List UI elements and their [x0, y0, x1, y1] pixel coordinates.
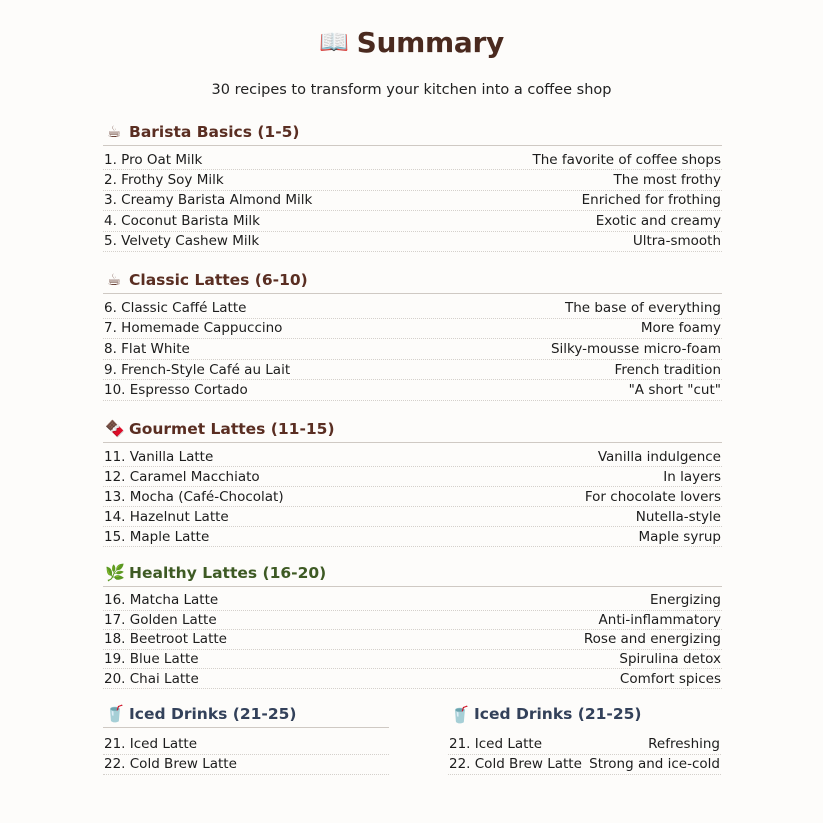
recipe-name: 10. Espresso Cortado	[104, 382, 248, 399]
section-title: Classic Lattes (6-10)	[129, 270, 308, 289]
list-item	[103, 755, 389, 776]
list-item	[103, 447, 722, 467]
iced-drink-icon: 🥤	[450, 704, 470, 724]
chocolate-bar-icon: 🍫	[105, 419, 125, 438]
recipe-name: 4. Coconut Barista Milk	[104, 212, 260, 229]
section-classic-lattes	[103, 266, 722, 401]
recipe-desc: More foamy	[640, 320, 721, 337]
recipe-desc: Nutella-style	[635, 508, 721, 525]
section-header	[103, 118, 722, 146]
herb-leaf-icon: 🌿	[105, 563, 125, 582]
list-item	[103, 339, 722, 360]
recipe-desc: Exotic and creamy	[595, 212, 721, 229]
recipe-name: 21. Iced Latte	[104, 735, 198, 752]
list-item	[103, 467, 722, 487]
section-header	[448, 700, 721, 728]
recipe-name: 18. Beetroot Latte	[104, 631, 227, 648]
page-title-text: Summary	[356, 26, 504, 59]
recipe-desc: Spirulina detox	[619, 651, 721, 668]
recipe-name: 7. Homemade Cappuccino	[104, 320, 283, 337]
section-title: Iced Drinks (21-25)	[474, 705, 642, 723]
recipe-name: 19. Blue Latte	[104, 651, 199, 668]
section-header	[103, 266, 722, 294]
section-iced-drinks-right	[448, 700, 721, 775]
section-healthy-lattes	[103, 559, 722, 689]
recipe-desc: French tradition	[614, 361, 721, 378]
recipe-desc: The base of everything	[564, 299, 721, 316]
section-header	[103, 559, 722, 587]
section-title: Gourmet Lattes (11-15)	[129, 419, 335, 438]
recipe-desc: In layers	[663, 468, 721, 485]
section-title: Iced Drinks (21-25)	[129, 704, 297, 723]
list-item	[103, 611, 722, 631]
recipe-desc: Enriched for frothing	[581, 192, 721, 209]
list-item	[103, 319, 722, 340]
recipe-name: 9. French-Style Café au Lait	[104, 361, 291, 378]
section-barista-basics	[103, 118, 722, 252]
recipe-desc: Ultra-smooth	[632, 233, 721, 250]
recipe-desc: Vanilla indulgence	[597, 448, 721, 465]
recipe-name: 8. Flat White	[104, 340, 190, 357]
list-item	[103, 487, 722, 507]
recipe-name: 20. Chai Latte	[104, 670, 199, 687]
recipe-desc: "A short "cut"	[628, 382, 721, 399]
list-item	[103, 650, 722, 670]
open-book-icon: 📖	[319, 28, 349, 56]
list-item	[103, 507, 722, 527]
list-item	[103, 150, 722, 170]
iced-drink-icon: 🥤	[105, 704, 125, 723]
section-gourmet-lattes	[103, 415, 722, 547]
recipe-desc: For chocolate lovers	[584, 488, 721, 505]
list-item	[103, 298, 722, 319]
recipe-name: 2. Frothy Soy Milk	[104, 172, 224, 189]
list-item	[103, 527, 722, 547]
recipe-name: 17. Golden Latte	[104, 611, 217, 628]
list-item	[103, 630, 722, 650]
list-item	[103, 170, 722, 190]
recipe-name: 11. Vanilla Latte	[104, 448, 214, 465]
recipe-desc: The most frothy	[613, 172, 721, 189]
recipe-name: 14. Hazelnut Latte	[104, 508, 229, 525]
recipe-desc: Anti-inflammatory	[598, 611, 721, 628]
page-title	[0, 26, 823, 59]
recipe-desc: Energizing	[650, 592, 721, 609]
list-item	[448, 734, 721, 755]
list-item	[103, 734, 389, 755]
section-header	[103, 700, 389, 728]
coffee-cup-icon: ☕	[106, 122, 122, 141]
section-title: Healthy Lattes (16-20)	[129, 563, 327, 582]
list-item	[448, 755, 721, 776]
coffee-cup-icon: ☕	[106, 270, 122, 289]
recipe-name: 3. Creamy Barista Almond Milk	[104, 192, 313, 209]
recipe-name: 16. Matcha Latte	[104, 592, 219, 609]
recipe-desc: The favorite of coffee shops	[532, 151, 721, 168]
recipe-desc: Maple syrup	[638, 528, 721, 545]
recipe-name: 21. Iced Latte	[449, 735, 543, 752]
recipe-desc: Rose and energizing	[583, 631, 721, 648]
list-item	[103, 211, 722, 231]
section-title: Barista Basics (1-5)	[129, 122, 300, 141]
section-header	[103, 415, 722, 443]
recipe-name: 12. Caramel Macchiato	[104, 468, 260, 485]
recipe-name: 15. Maple Latte	[104, 528, 210, 545]
recipe-desc: Refreshing	[648, 735, 720, 752]
recipe-desc: Comfort spices	[619, 670, 721, 687]
recipe-name: 6. Classic Caffé Latte	[104, 299, 247, 316]
recipe-name: 1. Pro Oat Milk	[104, 151, 203, 168]
section-iced-drinks-left	[103, 700, 389, 775]
list-item	[103, 669, 722, 689]
list-item	[103, 380, 722, 401]
recipe-name: 5. Velvety Cashew Milk	[104, 233, 260, 250]
list-item	[103, 191, 722, 211]
recipe-desc: Strong and ice-cold	[589, 756, 720, 773]
list-item	[103, 591, 722, 611]
page-subtitle: 30 recipes to transform your kitchen into a coffee shop	[211, 82, 612, 98]
recipe-name: 22. Cold Brew Latte	[449, 756, 582, 773]
recipe-name: 13. Mocha (Café-Chocolat)	[104, 488, 284, 505]
list-item	[103, 232, 722, 252]
recipe-desc: Silky-mousse micro-foam	[550, 340, 721, 357]
recipe-name: 22. Cold Brew Latte	[104, 756, 237, 773]
list-item	[103, 360, 722, 381]
